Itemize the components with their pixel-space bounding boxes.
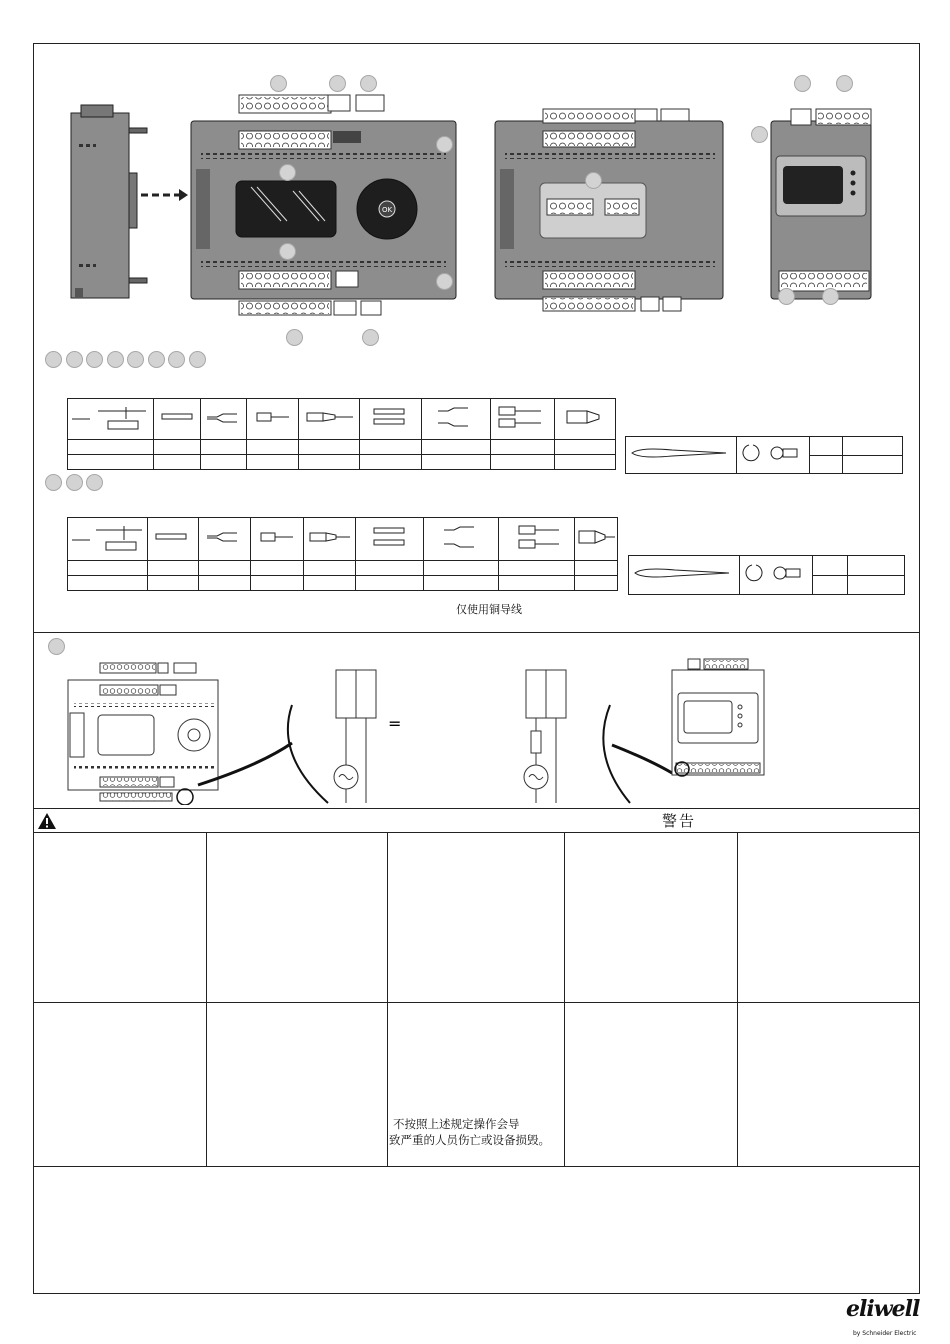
strip-length-icon: [68, 518, 146, 556]
callout-marker: [286, 329, 303, 346]
warning-top-border: [33, 808, 920, 809]
insulated-ferrule-icon: [299, 399, 359, 435]
brand-logo: eliwell: [846, 1296, 920, 1322]
callout-marker: [585, 172, 602, 189]
double-solid-wire-icon: [356, 518, 422, 556]
terminal-marker: [127, 351, 144, 368]
front-device-display: [191, 95, 456, 315]
callout-marker: [778, 288, 795, 305]
brand-byline: by Schneider Electric: [853, 1330, 917, 1337]
copper-only-note: 仅使用铜导线: [456, 603, 522, 616]
terminal-marker: [66, 474, 83, 491]
warning-message-line-1: 不按照上述规定操作会导: [393, 1117, 520, 1131]
terminal-marker: [148, 351, 165, 368]
double-solid-wire-icon: [360, 399, 420, 435]
stranded-wire-icon: [199, 518, 249, 556]
callout-marker: [362, 329, 379, 346]
insert-arrow: [141, 189, 188, 201]
terminal-marker: [86, 474, 103, 491]
small-device-panel: [68, 663, 218, 805]
callout-marker: [751, 126, 768, 143]
callout-marker: [279, 243, 296, 260]
twin-ferrule-icon: [555, 399, 615, 435]
grid-col-divider: [387, 832, 388, 1166]
power-wiring-diagram: [60, 655, 780, 805]
warning-triangle-icon: [37, 812, 57, 830]
callout-marker: [279, 164, 296, 181]
section-divider: [33, 632, 920, 633]
callout-marker: [329, 75, 346, 92]
double-stranded-wire-icon: [424, 518, 496, 556]
terminal-marker: [189, 351, 206, 368]
callout-marker: [836, 75, 853, 92]
terminal-marker: [45, 474, 62, 491]
grid-col-divider: [737, 832, 738, 1166]
stranded-wire-icon: [201, 399, 245, 435]
tool-spec-table-2: [628, 555, 905, 595]
solid-wire-icon: [148, 518, 196, 556]
terminal-marker: [66, 351, 83, 368]
grid-col-divider: [564, 832, 565, 1166]
terminal-marker: [45, 351, 62, 368]
transformer-supply-2: [524, 670, 566, 803]
insulated-ferrule-icon: [304, 518, 354, 556]
svg-text:=: =: [388, 714, 402, 733]
callout-marker: [822, 288, 839, 305]
din-rail-device: [771, 109, 871, 299]
twin-ferrule-icon: [575, 518, 617, 556]
small-din-device: [672, 659, 764, 776]
double-ferrule-icon: [499, 518, 573, 556]
warning-header-border: [33, 832, 920, 833]
strip-length-icon: [68, 399, 152, 435]
side-view-device: [71, 105, 147, 298]
callout-marker: [360, 75, 377, 92]
grid-row-divider: [33, 1002, 920, 1003]
callout-marker: [436, 136, 453, 153]
solid-wire-icon: [154, 399, 200, 435]
ferrule-wire-icon: [247, 399, 297, 435]
terminal-marker: [86, 351, 103, 368]
double-ferrule-icon: [491, 399, 553, 435]
callout-marker: [270, 75, 287, 92]
grid-col-divider: [206, 832, 207, 1166]
callout-marker: [436, 273, 453, 290]
ok-key-label: OK: [381, 206, 393, 214]
ferrule-wire-icon: [251, 518, 301, 556]
tool-spec-table-1: [625, 436, 903, 474]
terminal-marker: [107, 351, 124, 368]
torque-screw-icon: [737, 437, 807, 469]
transformer-supply-1: [334, 670, 376, 803]
screwdriver-icon: [626, 437, 734, 469]
section-marker: [48, 638, 65, 655]
warning-title: 警告: [662, 812, 697, 830]
grid-row-divider: [33, 1166, 920, 1167]
callout-marker: [794, 75, 811, 92]
double-stranded-wire-icon: [422, 399, 490, 435]
screwdriver-icon: [629, 556, 737, 590]
wire-spec-table-2: [67, 517, 618, 591]
terminal-marker: [168, 351, 185, 368]
torque-screw-icon: [740, 556, 810, 590]
wire-spec-table-1: [67, 398, 616, 470]
front-device-blind: [495, 109, 723, 311]
warning-message-line-2: 致严重的人员伤亡或设备损毁。: [389, 1133, 550, 1147]
